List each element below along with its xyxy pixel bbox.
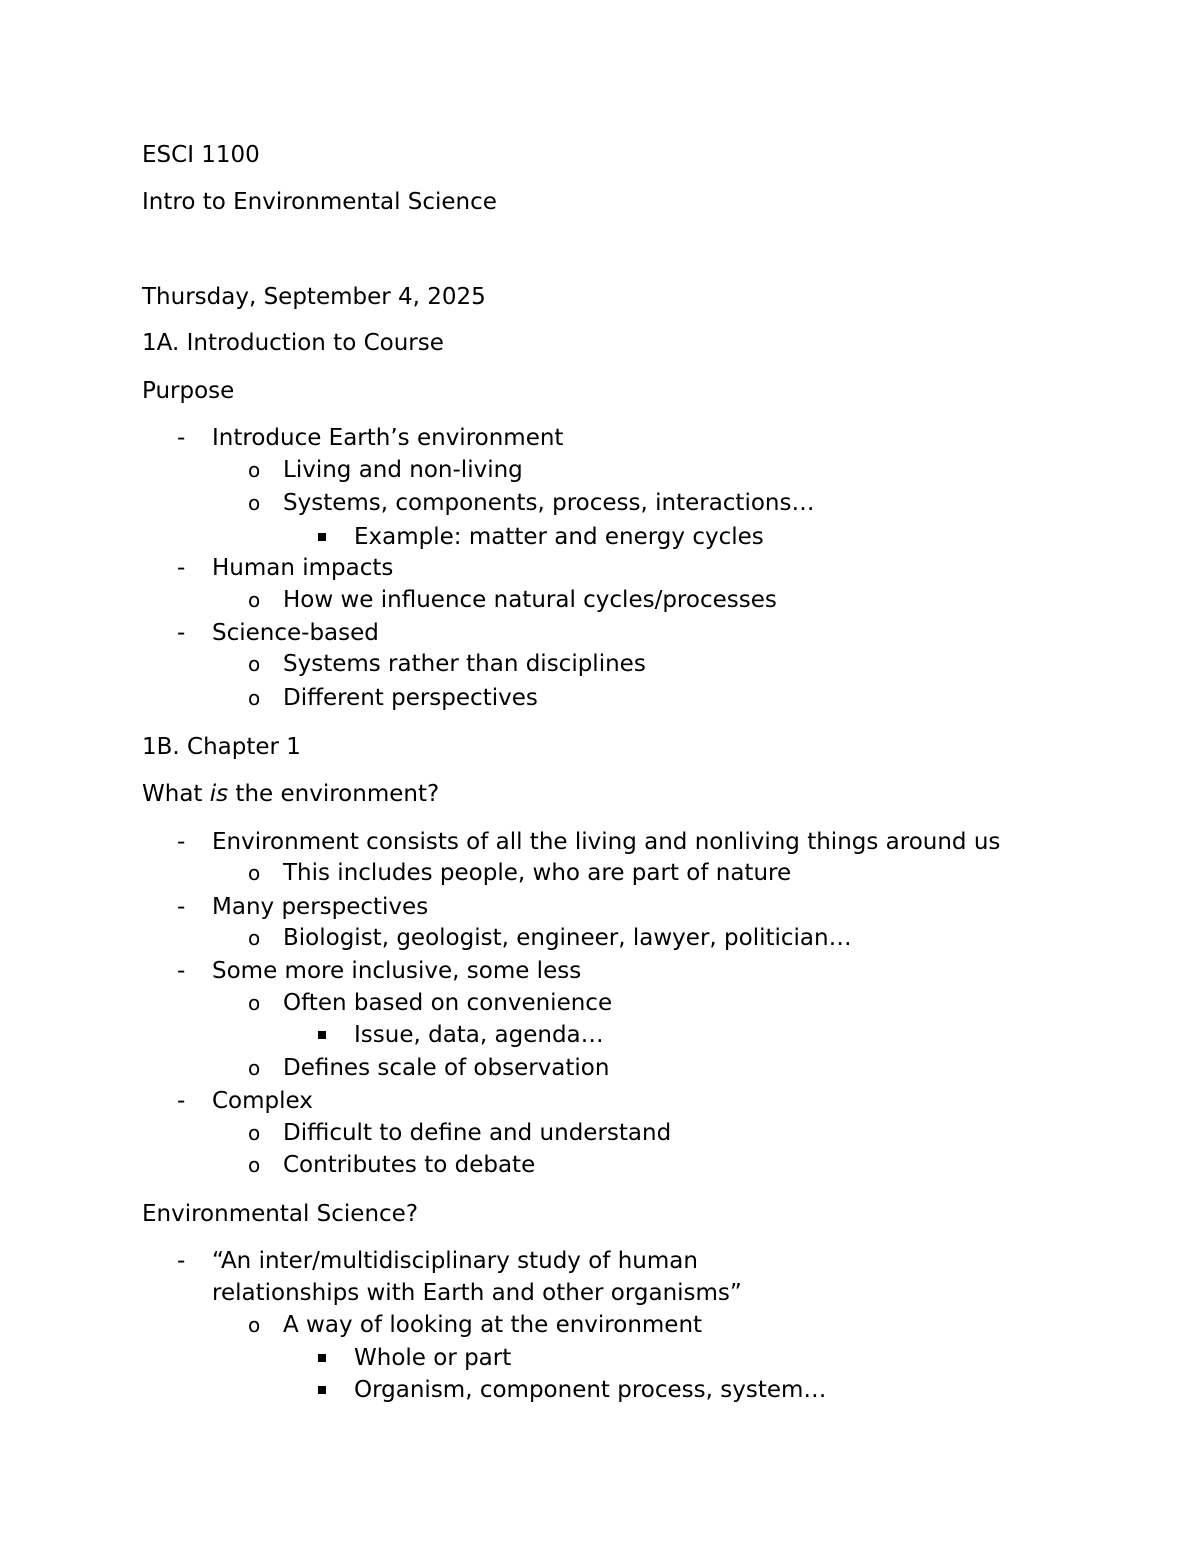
list-item: Human impacts xyxy=(212,555,394,581)
list-item: Organism, component process, system… xyxy=(354,1377,827,1403)
dash-bullet: - xyxy=(177,829,186,855)
section-1a-heading: 1A. Introduction to Course xyxy=(142,330,444,356)
section-1b-heading: 1B. Chapter 1 xyxy=(142,734,301,760)
dash-bullet: - xyxy=(177,1248,186,1274)
list-item: Complex xyxy=(212,1088,313,1114)
list-item: Whole or part xyxy=(354,1345,512,1371)
circle-bullet: o xyxy=(248,588,261,612)
course-title: Intro to Environmental Science xyxy=(142,189,497,215)
circle-bullet: o xyxy=(248,458,261,482)
circle-bullet: o xyxy=(248,926,261,950)
dash-bullet: - xyxy=(177,1088,186,1114)
list-item: Example: matter and energy cycles xyxy=(354,524,764,550)
list-item: Living and non-living xyxy=(283,457,523,483)
question-suffix: the environment? xyxy=(228,781,440,807)
list-item: Different perspectives xyxy=(283,685,538,711)
dash-bullet: - xyxy=(177,958,186,984)
lecture-date: Thursday, September 4, 2025 xyxy=(142,284,486,310)
circle-bullet: o xyxy=(248,491,261,515)
definition-line-1: “An inter/multidisciplinary study of human xyxy=(212,1248,698,1274)
list-item: Introduce Earth’s environment xyxy=(212,425,564,451)
list-item: Biologist, geologist, engineer, lawyer, politician… xyxy=(283,925,852,951)
list-item: A way of looking at the environment xyxy=(283,1312,703,1338)
dash-bullet: - xyxy=(177,555,186,581)
list-item: Defines scale of observation xyxy=(283,1055,610,1081)
question-prefix: What xyxy=(142,781,210,807)
list-item: Issue, data, agenda… xyxy=(354,1022,604,1048)
list-item: Often based on convenience xyxy=(283,990,613,1016)
circle-bullet: o xyxy=(248,652,261,676)
course-code: ESCI 1100 xyxy=(142,142,260,168)
circle-bullet: o xyxy=(248,686,261,710)
dash-bullet: - xyxy=(177,894,186,920)
square-bullet xyxy=(318,1031,326,1039)
circle-bullet: o xyxy=(248,991,261,1015)
list-item: How we influence natural cycles/processes xyxy=(283,587,777,613)
question-emphasis: is xyxy=(209,781,229,807)
circle-bullet: o xyxy=(248,1313,261,1337)
circle-bullet: o xyxy=(248,1056,261,1080)
list-item: Contributes to debate xyxy=(283,1152,536,1178)
list-item: This includes people, who are part of nature xyxy=(283,860,792,886)
dash-bullet: - xyxy=(177,425,186,451)
square-bullet xyxy=(318,1386,326,1394)
square-bullet xyxy=(318,1354,326,1362)
purpose-heading: Purpose xyxy=(142,378,235,404)
definition-line-2: relationships with Earth and other organisms” xyxy=(212,1280,742,1306)
list-item: Many perspectives xyxy=(212,894,429,920)
list-item: Systems, components, process, interactions… xyxy=(283,490,815,516)
env-science-heading: Environmental Science? xyxy=(142,1201,419,1227)
dash-bullet: - xyxy=(177,620,186,646)
list-item: Systems rather than disciplines xyxy=(283,651,646,677)
circle-bullet: o xyxy=(248,1121,261,1145)
circle-bullet: o xyxy=(248,861,261,885)
square-bullet xyxy=(318,533,326,541)
list-item: Environment consists of all the living and nonliving things around us xyxy=(212,829,1001,855)
list-item: Difficult to define and understand xyxy=(283,1120,672,1146)
list-item: Science-based xyxy=(212,620,379,646)
circle-bullet: o xyxy=(248,1153,261,1177)
environment-question xyxy=(142,780,439,808)
list-item: Some more inclusive, some less xyxy=(212,958,582,984)
